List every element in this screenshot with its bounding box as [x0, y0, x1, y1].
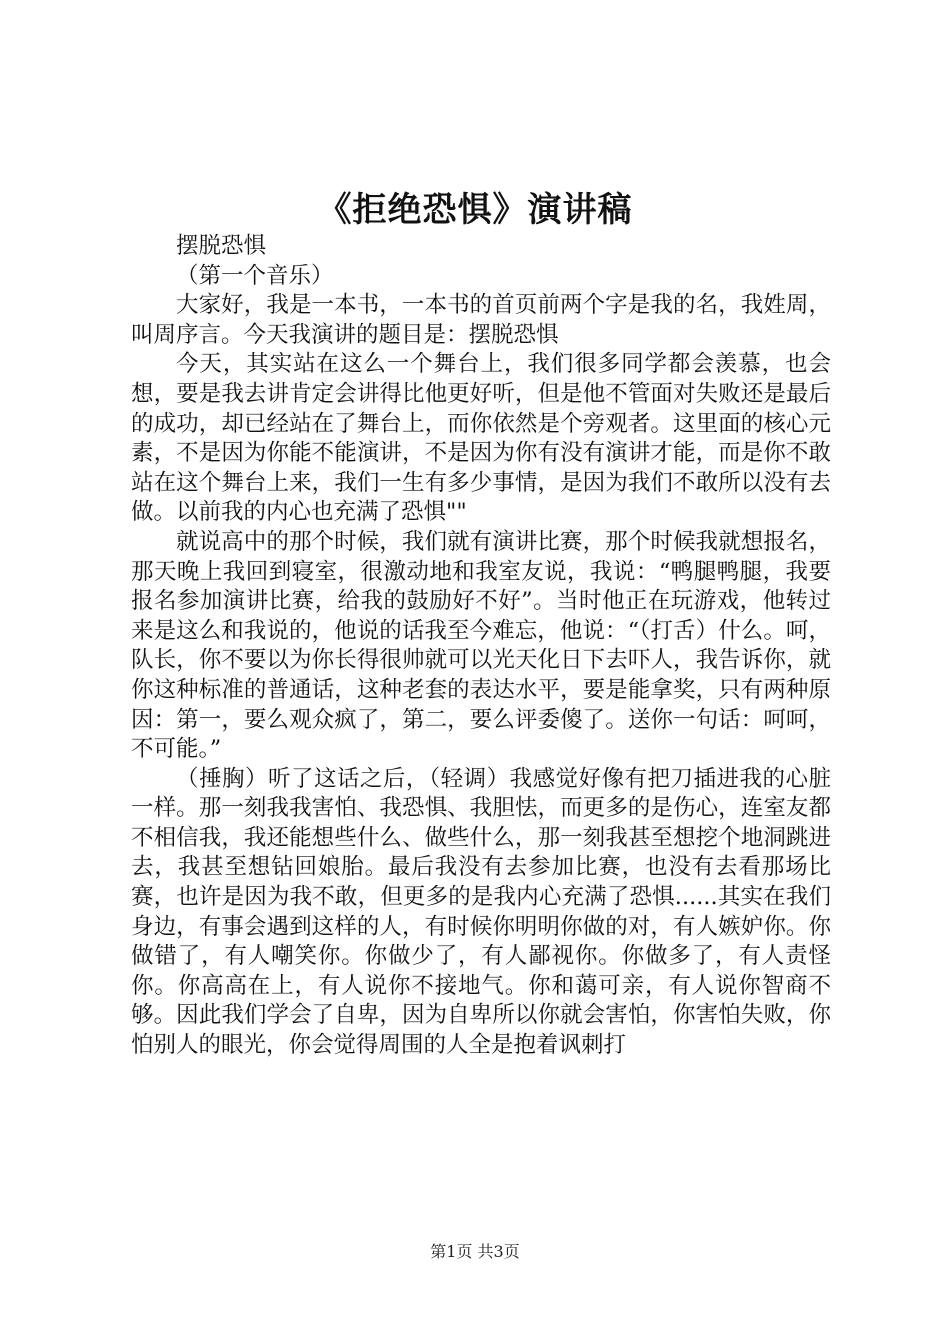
- paragraph-music-note: （第一个音乐）: [176, 262, 334, 289]
- document-title: 《拒绝恐惧》演讲稿: [317, 190, 633, 230]
- paragraph: （捶胸）听了这话之后，（轻调）我感觉好像有把刀插进我的心脏一样。那一刻我我害怕、我恐惧、我胆怯，而更多的是伤心，连室友都不相信我，我还能想些什么、做些什么，那一刻我甚至想挖个地洞跳进去，我甚至想钻回娘胎。最后我没有去参加比赛，也没有去看那场比赛，也许是因为我不敢，但更多的是我内心充满了恐惧......其实在我们身边，有事会遇到这样的人，有时候你明明你做的对，有人嫉妒你。你做错了，有人嘲笑你。你做少了，有人鄙视你。你做多了，有人责怪你。你高高在上，有人说你不接地气。你和蔼可亲，有人说你智商不够。因此我们学会了自卑，因为自卑所以你就会害怕，你害怕失败，你怕别人的眼光，你会觉得周围的人全是抱着讽刺打: [131, 765, 831, 1059]
- paragraph: 就说高中的那个时候，我们就有演讲比赛，那个时候我就想报名，那天晚上我回到寝室，很激动地和我室友说，我说：“鸭腿鸭腿，我要报名参加演讲比赛，给我的鼓励好不好”。当时他正在玩游戏，他转过来是这么和我说的，他说的话我至今难忘，他说：“（打舌）什么。呵，队长，你不要以为你长得很帅就可以光天化日下去吓人，我告诉你，就你这种标准的普通话，这种老套的表达水平，要是能拿奖，只有两种原因：第一，要么观众疯了，第二，要么评委傻了。送你一句话：呵呵，不可能。”: [131, 528, 831, 763]
- document-body: [131, 232, 831, 1061]
- paragraph: 今天，其实站在这么一个舞台上，我们很多同学都会羡慕，也会想，要是我去讲肯定会讲得比他更好听，但是他不管面对失败还是最后的成功，却已经站在了舞台上，而你依然是个旁观者。这里面的核心元素，不是因为你能不能演讲，不是因为你有没有演讲才能，而是你不敢站在这个舞台上来，我们一生有多少事情，是因为我们不敢所以没有去做。以前我的内心也充满了恐惧"": [131, 351, 831, 526]
- paragraph: 大家好，我是一本书，一本书的首页前两个字是我的名，我姓周，叫周序言。今天我演讲的题目是：摆脱恐惧: [131, 292, 831, 348]
- page-footer: 第1页 共3页: [430, 1242, 520, 1261]
- paragraph-subtitle: 摆脱恐惧: [176, 233, 267, 259]
